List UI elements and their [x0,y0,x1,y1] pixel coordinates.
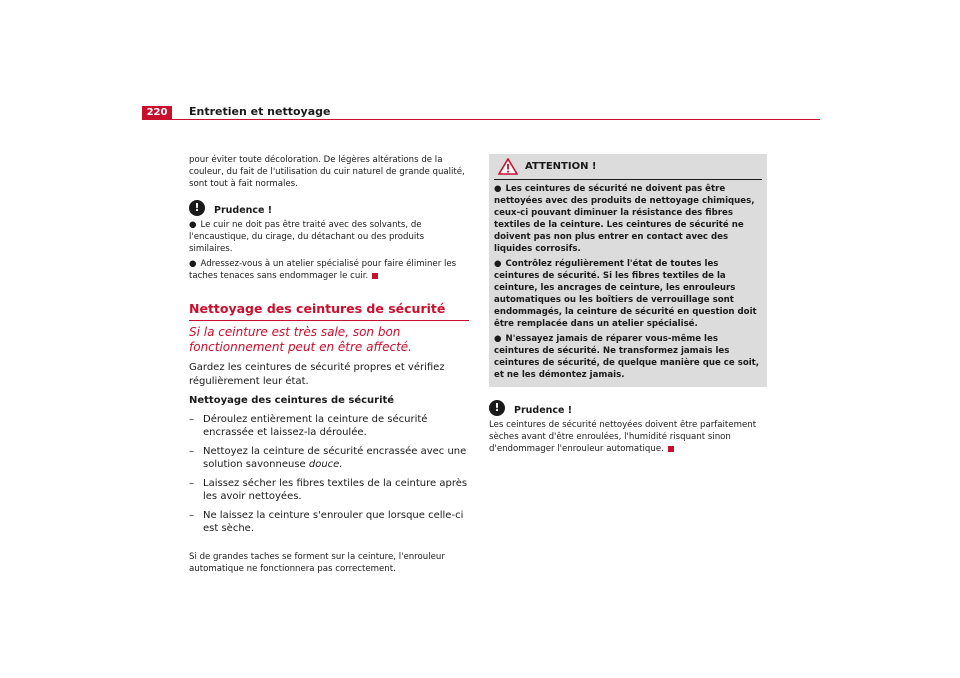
procedure-step: – Déroulez entièrement la ceinture de sécurité encrassée et laissez-la déroulée. [189,413,428,438]
bullet-icon: ● [189,259,197,269]
caution-item: ● Adressez-vous à un atelier spécialisé pour faire éliminer les taches tenaces sans endommager le cuir. [189,259,457,281]
procedure-step: – Laissez sécher les fibres textiles de la ceinture après les avoir nettoyées. [189,477,468,502]
dash-marker: – [189,477,194,489]
warning-box [489,154,767,387]
procedure-step: – Ne laissez la ceinture s'enrouler que lorsque celle-ci est sèche. [189,509,464,534]
end-mark-icon [668,446,674,452]
dash-marker: – [189,413,194,425]
warning-item: ● Les ceintures de sécurité ne doivent pas être nettoyées avec des produits de nettoyage chimiques, ceux-ci pouvant diminuer la résistance des fibres textiles de la ceinture. Les ceintures de sécurité ne doivent pas non plus entrer en contact avec des liquides corrosifs. [494,184,755,254]
warning-rule [494,179,762,180]
header-rule [142,119,820,120]
section-footnote: Si de grandes taches se forment sur la ceinture, l'enrouleur automatique ne fonctionnera pas correctement. [189,551,445,574]
left-column [189,154,469,575]
bullet-icon: ● [494,259,502,269]
intro-paragraph: pour éviter toute décoloration. De légères altérations de la couleur, du fait de l'utilisation du cuir naturel de grande qualité, sont tout à fait normales. [189,155,465,189]
caution-title: Prudence ! [214,205,273,216]
warning-item: ● N'essayez jamais de réparer vous-même les ceintures de sécurité. Ne transformez jamais les ceintures de sécurité, de quelque manière que ce soit, et ne les démontez jamais. [494,334,760,380]
section-body: Gardez les ceintures de sécurité propres et vérifiez régulièrement leur état. [189,362,445,387]
warning-item: ● Contrôlez régulièrement l'état de toutes les ceintures de sécurité. Si les fibres textiles de la ceinture, les ancrages de ceinture, les enrouleurs automatiques ou les boîtiers de verrouillage sont endommagés, la ceinture de sécurité en question doit être remplacée dans un atelier spécialisé. [494,259,757,329]
caution-item: ● Le cuir ne doit pas être traité avec des solvants, de l'encaustique, du cirage, du détachant ou des produits similaires. [189,220,425,254]
warning-triangle-icon [498,158,518,175]
end-mark-icon [372,273,378,279]
page-number: 220 [142,106,172,120]
procedure-step: – Nettoyez la ceinture de sécurité encrassée avec une solution savonneuse douce. [189,445,467,470]
caution-header [489,399,767,416]
dash-marker: – [189,445,194,457]
caution-icon: ! [189,200,205,216]
section-heading: Nettoyage des ceintures de sécurité [189,301,446,316]
bullet-icon: ● [189,220,197,230]
dash-marker: – [189,509,194,521]
right-column [489,154,767,455]
caution-icon: ! [489,400,505,416]
page-header-title: Entretien et nettoyage [189,105,331,118]
caution-header [189,199,469,216]
caution-title: Prudence ! [514,405,573,416]
caution-text: Les ceintures de sécurité nettoyées doivent être parfaitement sèches avant d'être enroulées, l'humidité risquant sinon d'endommager l'enrouleur automatique. [489,420,757,454]
warning-title: ATTENTION ! [525,161,597,172]
section-rule [189,320,469,321]
warning-header [494,158,762,175]
section-subtitle: Si la ceinture est très sale, son bon fonctionnement peut en être affecté. [189,325,412,354]
procedure-heading: Nettoyage des ceintures de sécurité [189,395,395,406]
bullet-icon: ● [494,334,502,344]
bullet-icon: ● [494,184,502,194]
